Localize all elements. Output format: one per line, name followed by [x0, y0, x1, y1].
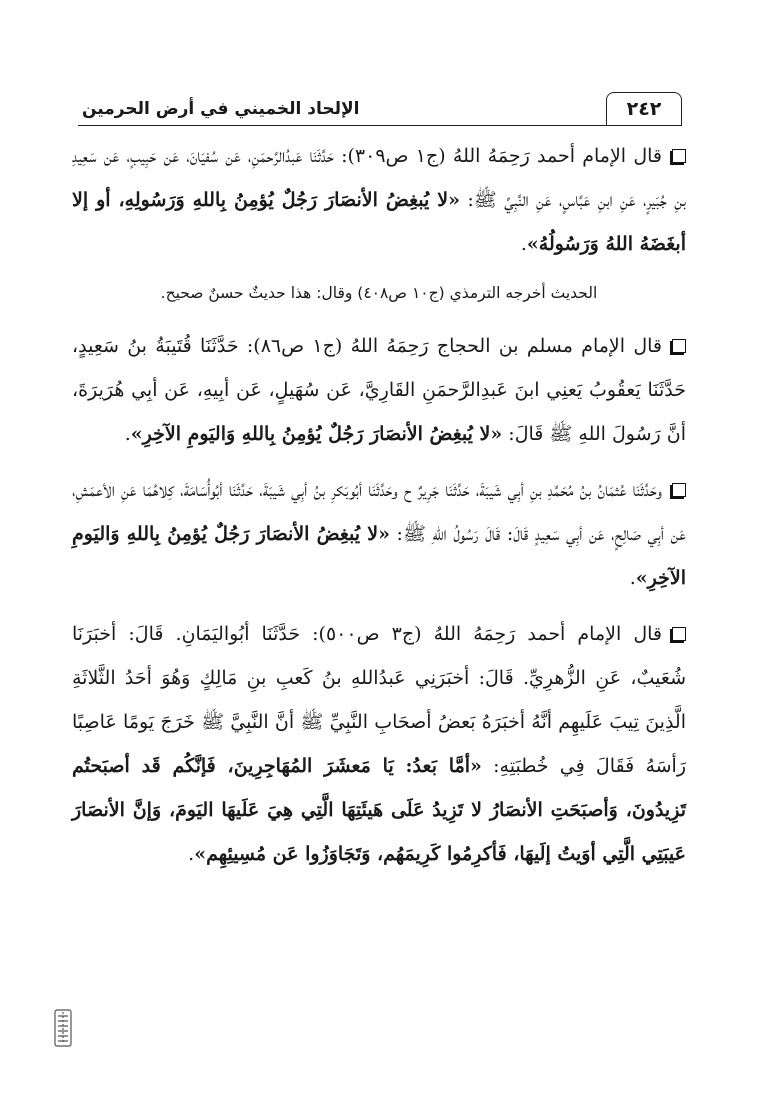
page-number: ٢٤٢	[626, 98, 662, 120]
narration-text: قال الإمام أحمد رَحِمَهُ اللهُ (ج٣ ص٥٠٠): حَدَّثَنَا أبُواليَمَانِ. قَالَ: أخبَرَنَا شُعَيبٌ، عَنِ الزُّهرِيِّ. قَالَ: أخبَرَنِي عَبدُاللهِ بنُ كَعبِ بنِ مَالِكٍ وَهُوَ أحَدُ الثَّلاثَةِ الَّذِينَ تِيبَ عَلَيهِم أنَّهُ أخبَرَهُ بَعضُ أصحَابِ النَّبِيِّ ﷺ أنَّ النَّبِيَّ ﷺ خَرَجَ يَومًا عَاصِبًا رَأسَهُ فَقَالَ فِي خُطبَتِهِ:	[72, 623, 686, 777]
narration-text: قال الإمام مسلم بن الحجاج رَحِمَهُ اللهُ (ج١ ص٨٦): حَدَّثَنَا قُتَيبَةُ بنُ سَعِيدٍ، حَدَّثَنَا يَعقُوبُ يَعنِي ابنَ عَبدِالرَّحمَنِ القَارِيَّ، عَن سُهَيلٍ، عَن أبِيهِ، عَن أبِي هُرَيرَةَ، أنَّ رَسُولَ اللهِ ﷺ قَالَ:	[72, 335, 686, 445]
hadith-text: «أمَّا بَعدُ: يَا مَعشَرَ المُهَاجِرِينَ، فَإنَّكُم قَد أصبَحتُم تَزِيدُونَ، وَأصبَحَتِ الأنصَارُ لا تَزِيدُ عَلَى هَيئَتِهَا الَّتِي هِيَ عَلَيهَا اليَومَ، وَإنَّ الأنصَارَ عَيبَتِي الَّتِي أوَيتُ إلَيهَا، فَأكرِمُوا كَرِيمَهُم، وَتَجَاوَزُوا عَن مُسِيئِهِم»	[72, 755, 686, 865]
narration-text: قال الإمام أحمد رَحِمَهُ اللهُ (ج١ ص٣٠٩): حَدَّثَنَا عَبدُالرَّحمَنِ، عَن سُفيَانَ، عَن حَبِيبٍ، عَن سَعِيدِ بنِ جُبَيرٍ، عَنِ ابنِ عَبَّاسٍ، عَنِ النَّبِيِّ ﷺ:	[72, 145, 686, 211]
paragraph-3	[72, 468, 686, 600]
paragraph-end: .	[124, 423, 131, 445]
hadith-text: «لا يُبغِضُ الأنصَارَ رَجُلٌ يُؤمِنُ بِاللهِ وَرَسُولِهِ، أو إلا أبغَضَهُ اللهُ وَرَسُولُهُ»	[72, 189, 686, 255]
paragraph-4	[72, 612, 686, 876]
footer-ornament-icon	[52, 1008, 74, 1048]
paragraph-2	[72, 324, 686, 456]
paragraph-end: .	[629, 567, 636, 589]
header-title: الإلحاد الخميني في أرض الحرمين	[82, 99, 360, 119]
hadith-text: «لا يُبغِضُ الأنصَارَ رَجُلٌ يُؤمِنُ بِاللهِ وَاليَومِ الآخِرِ»	[72, 523, 686, 589]
page-content	[72, 134, 686, 888]
narration-text: وحَدَّثَنَا عُثمَانُ بنُ مُحَمَّدِ بنِ أبِي شَيبَةَ، حَدَّثَنَا جَرِيرٌ ح وحَدَّثَنَا أبُوبَكرِ بنُ أبِي شَيبَةَ، حَدَّثَنَا أبُوأُسَامَةَ، كِلاهُمَا عَنِ الأعمَشِ، عَن أبِي صَالِحٍ، عَن أبِي سَعِيدٍ قَالَ: قَالَ رَسُولُ اللهِ ﷺ:	[72, 479, 686, 545]
square-bullet-icon	[672, 627, 686, 641]
paragraph-1	[72, 134, 686, 266]
running-header	[78, 92, 682, 126]
square-bullet-icon	[672, 149, 686, 163]
takhrij-note: الحديث أخرجه الترمذي (ج١٠ ص٤٠٨) وقال: هذا حديثٌ حسنٌ صحيح.	[160, 284, 598, 302]
paragraph-end: .	[520, 233, 527, 255]
square-bullet-icon	[672, 483, 686, 497]
page-number-box	[606, 92, 682, 125]
paragraph-end: .	[188, 843, 195, 865]
hadith-text: «لا يُبغِضُ الأنصَارَ رَجُلٌ يُؤمِنُ بِاللهِ وَاليَومِ الآخِرِ»	[130, 423, 503, 445]
square-bullet-icon	[672, 339, 686, 353]
